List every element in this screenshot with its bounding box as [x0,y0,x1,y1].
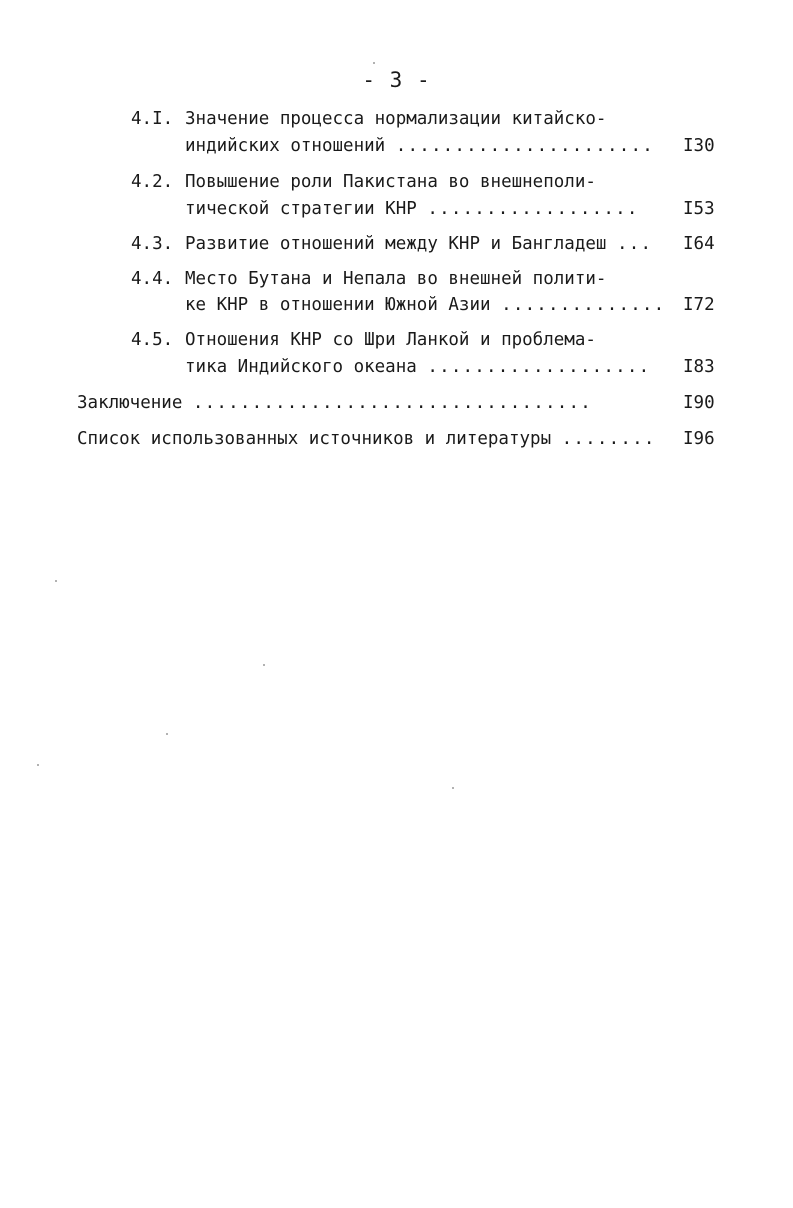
leader-dots: ........ [561,429,656,449]
section-number: 4.3. [131,234,174,254]
page-number: - 3 - [362,68,431,92]
section-title-line-2: индийских отношений ...................... [185,136,654,156]
section-title-line-1: Развитие отношений между КНР и Бангладеш ... [185,234,653,254]
page-ref: I53 [683,199,715,219]
page-ref: I72 [683,295,715,315]
leader-dots: .............. [501,295,666,315]
sources-title: Список использованных источников и литературы ........ [77,429,656,449]
conclusion-title: Заключение .................................. [77,393,592,413]
scan-speck [166,733,168,735]
scan-speck [373,62,375,64]
section-title-line-2: ке КНР в отношении Южной Азии .............. [185,295,666,315]
section-title-line-1: Повышение роли Пакистана во внешнеполи- [185,172,596,192]
scan-speck [55,580,57,582]
page-ref: I83 [683,357,715,377]
section-title-line-1: Место Бутана и Непала во внешней полити- [185,269,607,289]
section-title-line-1: Значение процесса нормализации китайско- [185,109,607,129]
section-number: 4.2. [131,172,174,192]
page-ref: I30 [683,136,715,156]
scan-speck [452,787,454,789]
leader-dots: ................... [427,357,651,377]
section-title-line-2: тика Индийского океана ................... [185,357,651,377]
leader-dots: .................................. [192,393,592,413]
section-number: 4.4. [131,269,174,289]
leader-dots: .................. [427,199,639,219]
leader-dots: ...................... [395,136,654,156]
section-title-line-1: Отношения КНР со Шри Ланкой и проблема- [185,330,596,350]
section-title-line-2: тической стратегии КНР .................. [185,199,639,219]
leader-dots: ... [616,234,653,254]
scan-speck [263,664,265,666]
page-ref: I64 [683,234,715,254]
page-ref: I90 [683,393,715,413]
section-number: 4.I. [131,109,174,129]
section-number: 4.5. [131,330,174,350]
scan-speck [37,764,39,766]
page-ref: I96 [683,429,715,449]
